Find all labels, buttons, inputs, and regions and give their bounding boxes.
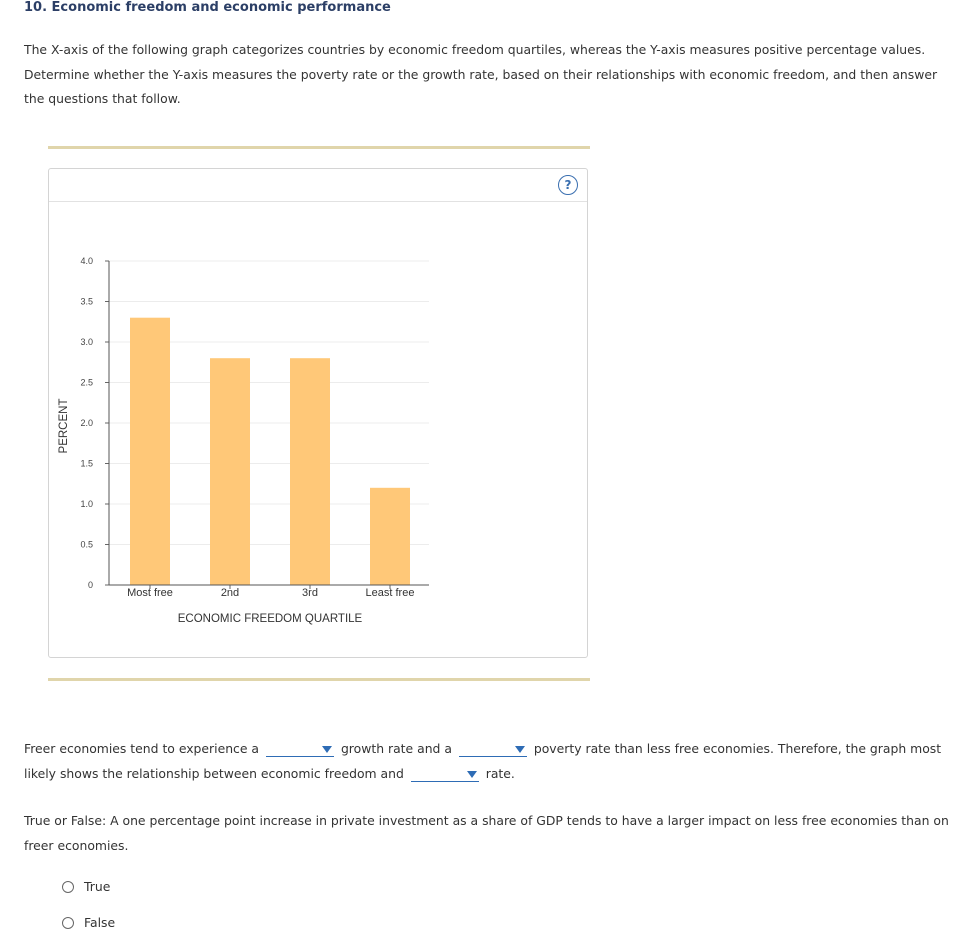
graph-bottom-band <box>48 678 590 681</box>
fill-in-text-3: poverty rate than less free economies. Therefore, the graph most likely shows the relationship between economic freedom and <box>24 741 942 781</box>
question-title: 10. Economic freedom and economic performance <box>24 0 391 15</box>
option-true[interactable] <box>62 879 110 894</box>
fill-in-text-4: rate. <box>485 765 515 781</box>
y-axis-title: PERCENT <box>58 398 70 454</box>
x-tick-label: Most free <box>127 587 173 599</box>
help-icon[interactable]: ? <box>558 175 578 195</box>
rate-type-dropdown[interactable] <box>411 767 479 782</box>
y-tick-label: 3.0 <box>80 337 93 347</box>
graph-top-band <box>48 146 590 149</box>
graph-panel <box>48 168 588 658</box>
y-tick-label: 2.0 <box>80 418 93 428</box>
chevron-down-icon <box>322 746 332 753</box>
option-label: True <box>84 879 111 894</box>
chevron-down-icon <box>515 746 525 753</box>
chevron-down-icon <box>467 771 477 778</box>
question-intro: The X-axis of the following graph categorizes countries by economic freedom quartiles, whereas the Y-axis measures positive percentage values. Determine whether the Y-axis measures the poverty rate or the growth rate, based on their relationships with economic freedom, and then answer the questions that follow. <box>24 42 938 106</box>
bar-most-free <box>130 318 170 585</box>
radio-button[interactable] <box>62 917 74 929</box>
option-label: False <box>84 915 116 930</box>
x-axis-title: ECONOMIC FREEDOM QUARTILE <box>177 613 363 625</box>
fill-in-text-2: growth rate and a <box>340 741 452 756</box>
radio-button[interactable] <box>62 881 74 893</box>
y-tick-label: 3.5 <box>80 296 93 307</box>
x-tick-label: 3rd <box>302 587 318 599</box>
y-tick-label: 0 <box>87 580 93 590</box>
y-tick-label: 0.5 <box>80 539 93 550</box>
fill-in-question <box>24 737 954 786</box>
bar-chart <box>49 169 589 659</box>
y-tick-label: 1.5 <box>80 458 93 469</box>
option-false[interactable] <box>62 915 115 930</box>
growth-rate-dropdown[interactable] <box>266 742 334 757</box>
y-tick-label: 2.5 <box>80 377 93 388</box>
bar-least-free <box>370 488 410 585</box>
bar-3rd <box>290 358 330 585</box>
y-tick-label: 4.0 <box>80 256 93 266</box>
x-tick-label: Least free <box>365 587 415 599</box>
true-false-prompt: True or False: A one percentage point increase in private investment as a share of GDP tends to have a larger impact on less free economies than on freer economies. <box>24 813 949 853</box>
poverty-rate-dropdown[interactable] <box>459 742 527 757</box>
bar-2nd <box>210 358 250 585</box>
x-tick-label: 2nd <box>220 587 240 599</box>
y-tick-label: 1.0 <box>80 499 93 509</box>
fill-in-text-1: Freer economies tend to experience a <box>24 741 260 756</box>
